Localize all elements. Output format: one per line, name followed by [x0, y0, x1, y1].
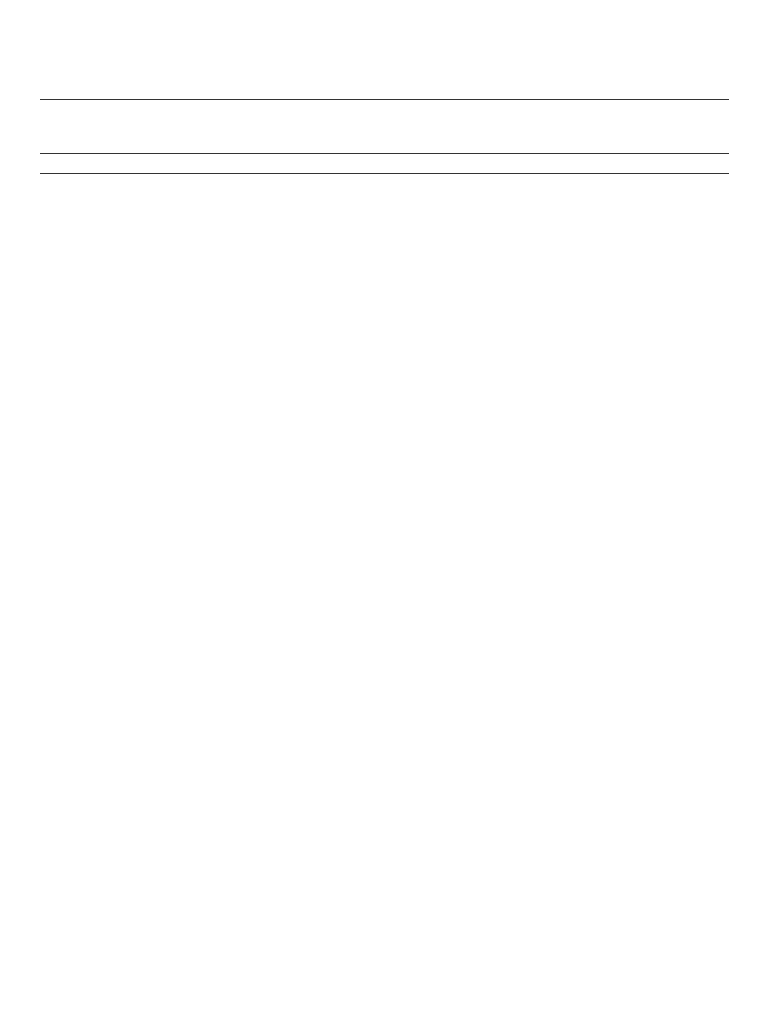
- header-bottom-rule: [40, 153, 729, 154]
- row-rule: [40, 173, 729, 174]
- table-top-rule: [40, 99, 729, 100]
